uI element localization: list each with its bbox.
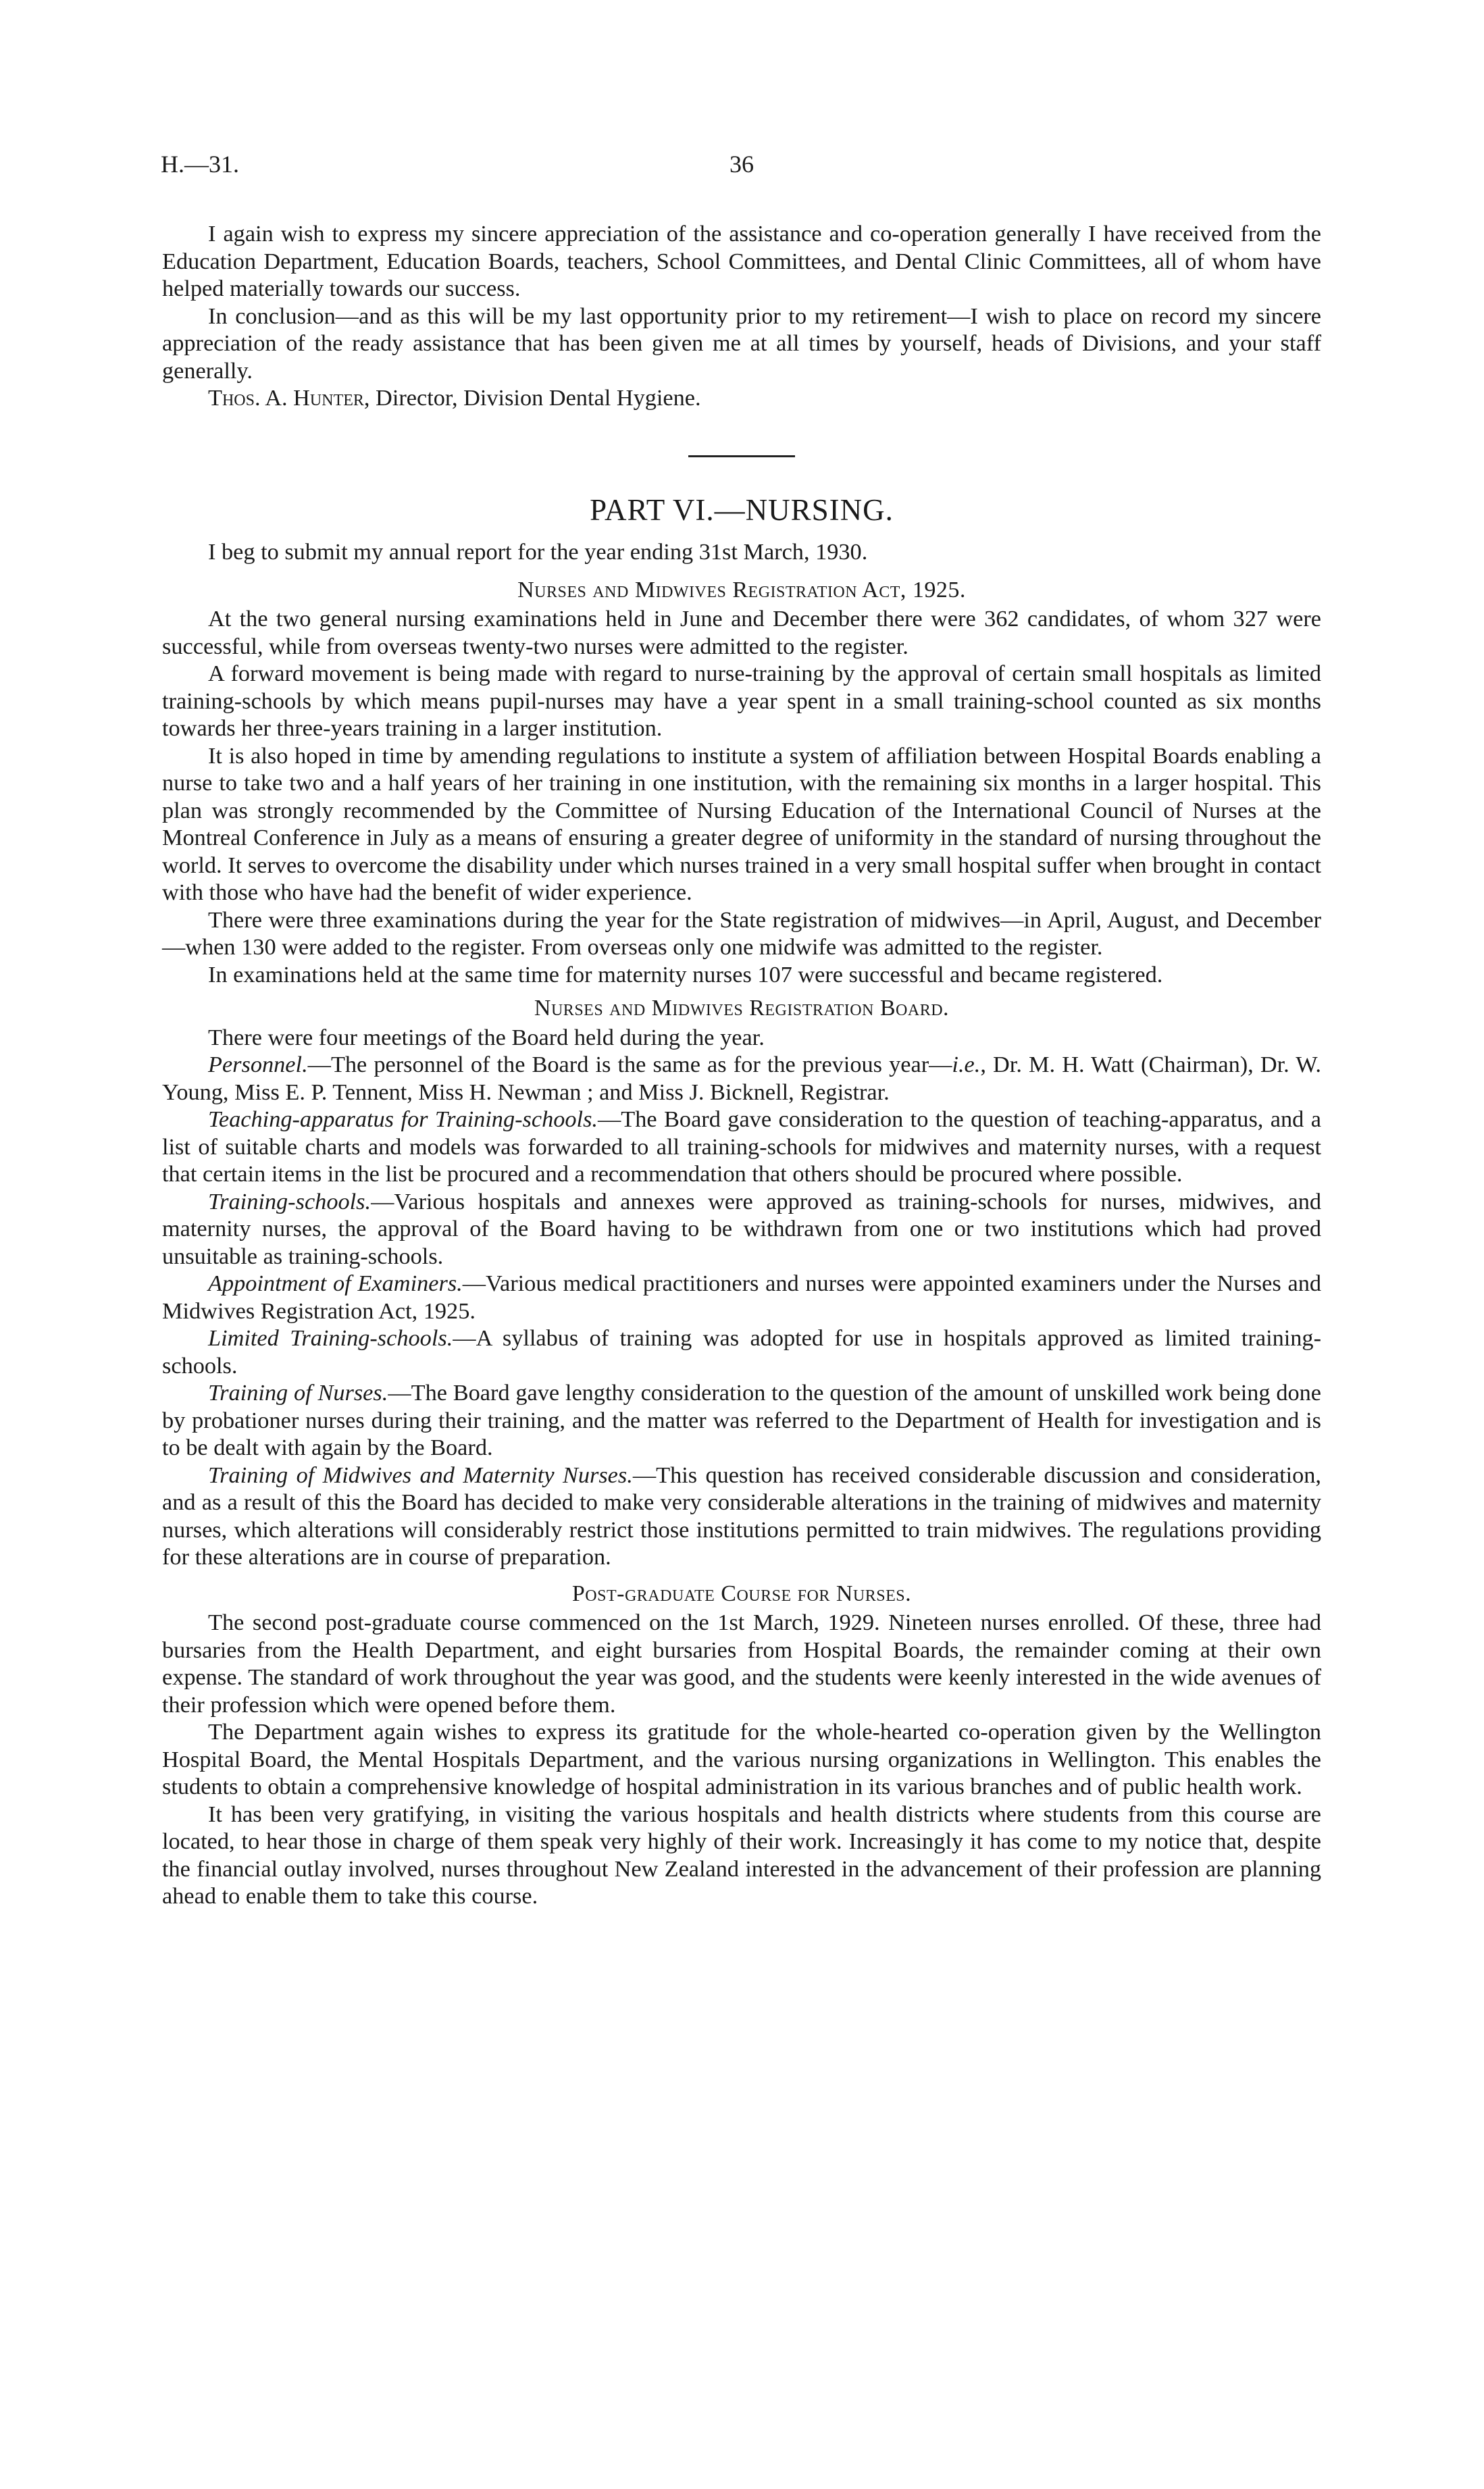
section-heading: Post-graduate Course for Nurses. [571, 1581, 912, 1606]
signature [162, 384, 1321, 412]
paragraph-training-midwives: Training of Midwives and Maternity Nurses.—This question has received considerable discussion and consideration, and as a result of this the Board has decided to make very considerable alterations in the training of midwives and maternity nurses, which alterations will considerably restrict those institutions permitted to train midwives. The regulations providing for these alterations are in course of preparation. [162, 1462, 1322, 1570]
paragraph: A forward movement is being made with regard to nurse-training by the approval of certain small hospitals as limited training-schools by which means pupil-nurses may have a year spent in a small training-school counted as six months towards her three-years training in a larger institution. [162, 661, 1321, 741]
section-divider [688, 455, 795, 457]
run-in-heading: Teaching-apparatus for Training-schools. [208, 1106, 598, 1132]
page-number: 36 [730, 151, 754, 178]
run-in-heading: Appointment of Examiners. [208, 1271, 463, 1296]
paragraph: At the two general nursing examinations held in June and December there were 362 candidates, of whom 327 were successful, while from overseas twenty-two nurses were admitted to the register. [162, 606, 1321, 659]
part-title: PART VI.—NURSING. [590, 492, 894, 527]
section-heading: Nurses and Midwives Registration Board. [534, 996, 950, 1021]
paragraph: There were three examinations during the year for the State registration of midwives—in April, August, and December—when 130 were added to the register. From overseas only one midwife was admitted to the register. [162, 906, 1321, 960]
run-in-heading: Personnel. [208, 1052, 308, 1077]
paragraph: I again wish to express my sincere appreciation of the assistance and co-operation generally I have received from the Education Department, Education Boards, teachers, School Committees, and Dental Clinic Committees, all of whom have helped materially towards our success. [162, 221, 1321, 301]
paragraph-teaching-apparatus: Teaching-apparatus for Training-schools.—The Board gave consideration to the question of teaching-apparatus, and a list of suitable charts and models was forwarded to all training-schools for midwives and maternity nurses, with a request that certain items in the list be procured and a recommendation that others should be procured where possible. [162, 1106, 1321, 1187]
page-header [161, 150, 1323, 190]
paragraph: The second post-graduate course commenced on the 1st March, 1929. Nineteen nurses enrolled. Of these, three had bursaries from the Health Department, and eight bursaries from Hospital Boards, the remainder coming at their own expense. The standard of work throughout the year was good, and the students were keenly interested in the wide avenues of their profession which were opened before them. [162, 1610, 1321, 1718]
paragraph-training-schools: Training-schools.—Various hospitals and annexes were approved as training-schools for nurses, midwives, and maternity nurses, the approval of the Board having to be withdrawn from one or two institutions which had proved unsuitable as training-schools. [162, 1188, 1321, 1269]
paragraph: In examinations held at the same time for maternity nurses 107 were successful and became registered. [208, 961, 1163, 987]
run-in-heading: Training of Nurses. [208, 1380, 388, 1406]
paragraph: It is also hoped in time by amending regulations to institute a system of affiliation between Hospital Boards enabling a nurse to take two and a half years of her training in one institution, with the remaining six months in a larger hospital. This plan was strongly recommended by the Committee of Nursing Education of the International Council of Nurses at the Montreal Conference in July as a means of ensuring a greater degree of uniformity in the standard of nursing throughout the world. It serves to overcome the disability under which nurses trained in a very small hospital suffer when brought in contact with those who have had the benefit of wider experience. [162, 742, 1321, 905]
paragraph: The Department again wishes to express its gratitude for the whole-hearted co-operation given by the Wellington Hospital Board, the Mental Hospitals Department, and the various nursing organizations in Wellington. This enables the students to obtain a comprehensive knowledge of hospital administration in its various branches and of public health work. [162, 1719, 1321, 1799]
document-reference: H.—31. [161, 151, 239, 178]
paragraph-personnel: Personnel.—The personnel of the Board is the same as for the previous year—i.e., Dr. M. H. Watt (Chairman), Dr. W. Young, Miss E. P. Tennent, Miss H. Newman ; and Miss J. Bicknell, Registrar. [162, 1052, 1321, 1105]
paragraph-limited-schools: Limited Training-schools.—A syllabus of training was adopted for use in hospitals approved as limited training-schools. [162, 1325, 1321, 1379]
paragraph-training-nurses: Training of Nurses.—The Board gave lengthy consideration to the question of the amount of unskilled work being done by probationer nurses during their training, and the matter was referred to the Department of Health for investigation and is to be dealt with again by the Board. [162, 1380, 1321, 1460]
intro-paragraph: I beg to submit my annual report for the year ending 31st March, 1930. [208, 539, 868, 565]
section-heading: Nurses and Midwives Registration Act, 1925. [517, 577, 966, 602]
paragraph: There were four meetings of the Board held during the year. [208, 1024, 765, 1050]
paragraph-examiners: Appointment of Examiners.—Various medical practitioners and nurses were appointed examiners under the Nurses and Midwives Registration Act, 1925. [162, 1271, 1321, 1324]
run-in-heading: Limited Training-schools. [208, 1325, 453, 1351]
paragraph: In conclusion—and as this will be my last opportunity prior to my retirement—I wish to place on record my sincere appreciation of the ready assistance that has been given me at all times by yourself, heads of Divisions, and your staff generally. [162, 303, 1321, 384]
signature-title: , Director, Division Dental Hygiene. [363, 385, 701, 411]
paragraph: It has been very gratifying, in visiting the various hospitals and health districts where students from this course are located, to hear those in charge of them speak very highly of their work. Increasingly it has come to my notice that, despite the financial outlay involved, nurses throughout New Zealand interested in the advancement of their profession are planning ahead to enable them to take this course. [162, 1801, 1321, 1909]
run-in-heading: Training of Midwives and Maternity Nurses. [208, 1462, 633, 1488]
run-in-heading: Training-schools. [208, 1188, 372, 1214]
page-body [162, 220, 1321, 1910]
signature-name: Thos. A. Hunter [208, 385, 364, 411]
